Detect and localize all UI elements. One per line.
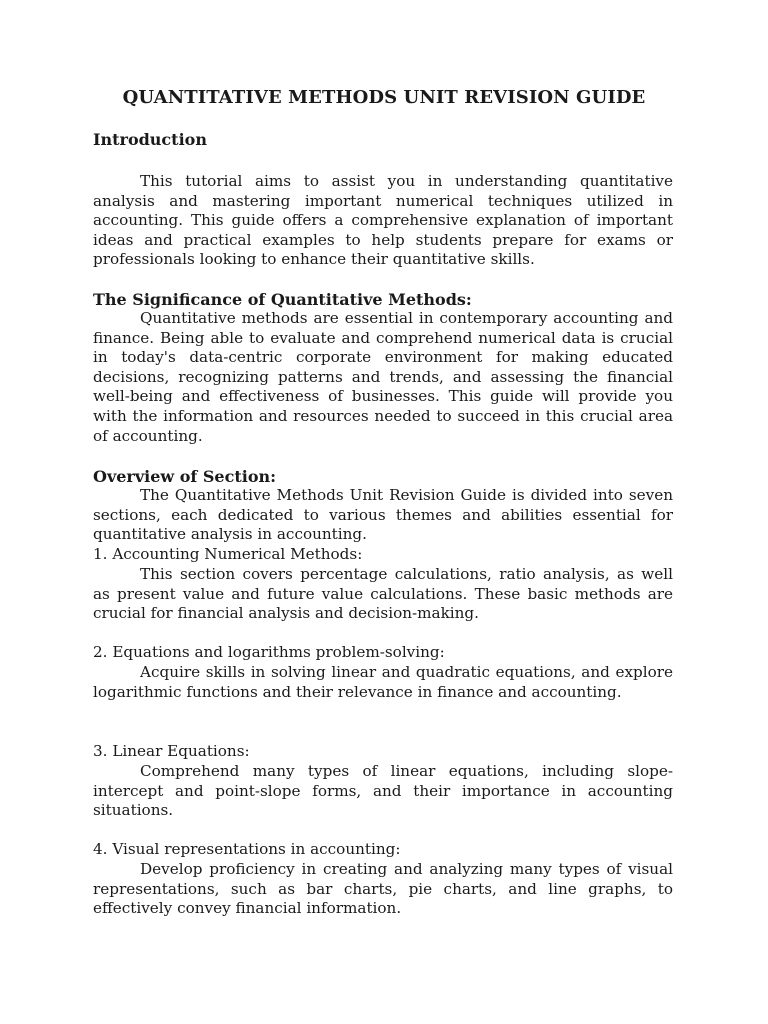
section-1-paragraph: This section covers percentage calculations, ratio analysis, as well as present value and future value calculations. These basic methods are crucial for financial analysis and decision-making. bbox=[93, 565, 673, 623]
section-4-title bbox=[93, 840, 400, 860]
section-1-title bbox=[93, 545, 362, 565]
section-2-title-text: 2. Equations and logarithms problem-solving: bbox=[93, 643, 445, 661]
section-1-title-text: 1. Accounting Numerical Methods: bbox=[93, 545, 363, 563]
document-title: QUANTITATIVE METHODS UNIT REVISION GUIDE bbox=[122, 87, 646, 108]
section-3-title-text: 3. Linear Equations: bbox=[93, 742, 250, 760]
overview-paragraph: The Quantitative Methods Unit Revision Guide is divided into seven sections, each dedicated to various themes and abilities essential for quantitative analysis in accounting. bbox=[93, 486, 673, 544]
significance-paragraph: Quantitative methods are essential in contemporary accounting and finance. Being able to evaluate and comprehend numerical data is crucial in today's data-centric corporate environment for making educated decisions, recognizing patterns and trends, and assessing the financial well-being and effectiveness of businesses. This guide will provide you with the information and resources needed to succeed in this crucial area of accounting. bbox=[93, 309, 673, 445]
section-3-paragraph: Comprehend many types of linear equations, including slope-intercept and point-slope forms, and their importance in accounting situations. bbox=[93, 762, 673, 820]
significance-heading: The Significance of Quantitative Methods: bbox=[93, 290, 472, 309]
section-4-paragraph: Develop proficiency in creating and analyzing many types of visual representations, such as bar charts, pie charts, and line graphs, to effectively convey financial information. bbox=[93, 860, 673, 918]
introduction-heading: Introduction bbox=[93, 130, 207, 149]
section-3-title bbox=[93, 742, 250, 762]
introduction-paragraph: This tutorial aims to assist you in understanding quantitative analysis and mastering important numerical techniques utilized in accounting. This guide offers a comprehensive explanation of important ideas and practical examples to help students prepare for exams or professionals looking to enhance their quantitative skills. bbox=[93, 172, 673, 269]
overview-heading: Overview of Section: bbox=[93, 467, 277, 486]
section-2-paragraph: Acquire skills in solving linear and quadratic equations, and explore logarithmic functions and their relevance in finance and accounting. bbox=[93, 663, 673, 701]
section-4-title-text: 4. Visual representations in accounting: bbox=[93, 840, 401, 858]
section-2-title bbox=[93, 643, 445, 663]
